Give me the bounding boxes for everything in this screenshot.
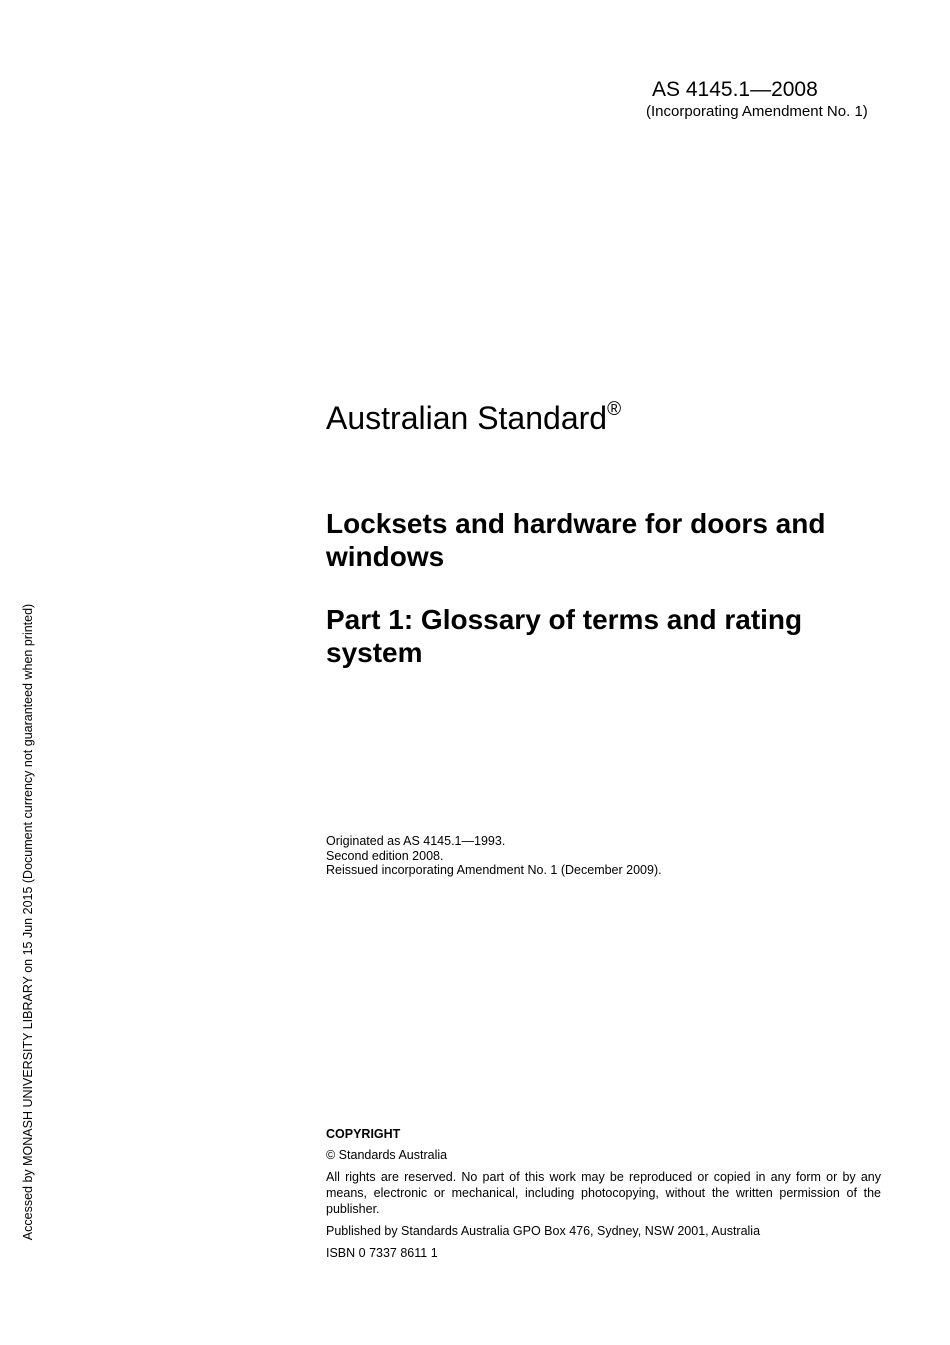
amendment-note: (Incorporating Amendment No. 1) bbox=[646, 103, 868, 120]
registered-mark: ® bbox=[607, 399, 622, 421]
access-notice: Accessed by MONASH UNIVERSITY LIBRARY on 15 Jun 2015 (Document currency not guaranteed when printed) bbox=[21, 603, 35, 1241]
publisher-address: Published by Standards Australia GPO Box 476, Sydney, NSW 2001, Australia bbox=[326, 1224, 761, 1238]
history-line: Originated as AS 4145.1—1993. bbox=[326, 834, 506, 848]
isbn: ISBN 0 7337 8611 1 bbox=[326, 1246, 438, 1260]
copyright-rights: All rights are reserved. No part of this work may be reproduced or copied in any form or by any means, electronic or mechanical, including photocopying, without the written permission of the publisher. bbox=[326, 1170, 881, 1216]
series-name bbox=[326, 400, 621, 437]
document-part-title: Part 1: Glossary of terms and rating system bbox=[326, 604, 803, 668]
copyright-block bbox=[326, 1127, 881, 1267]
history-line: Reissued incorporating Amendment No. 1 (December 2009). bbox=[326, 863, 662, 877]
standard-number: AS 4145.1—2008 bbox=[652, 78, 818, 101]
copyright-owner: © Standards Australia bbox=[326, 1148, 448, 1162]
history-line: Second edition 2008. bbox=[326, 848, 444, 863]
series-name-text: Australian Standard bbox=[326, 400, 608, 436]
copyright-heading: COPYRIGHT bbox=[326, 1127, 401, 1141]
publication-history bbox=[326, 834, 662, 878]
document-title: Locksets and hardware for doors and windows bbox=[326, 508, 826, 572]
